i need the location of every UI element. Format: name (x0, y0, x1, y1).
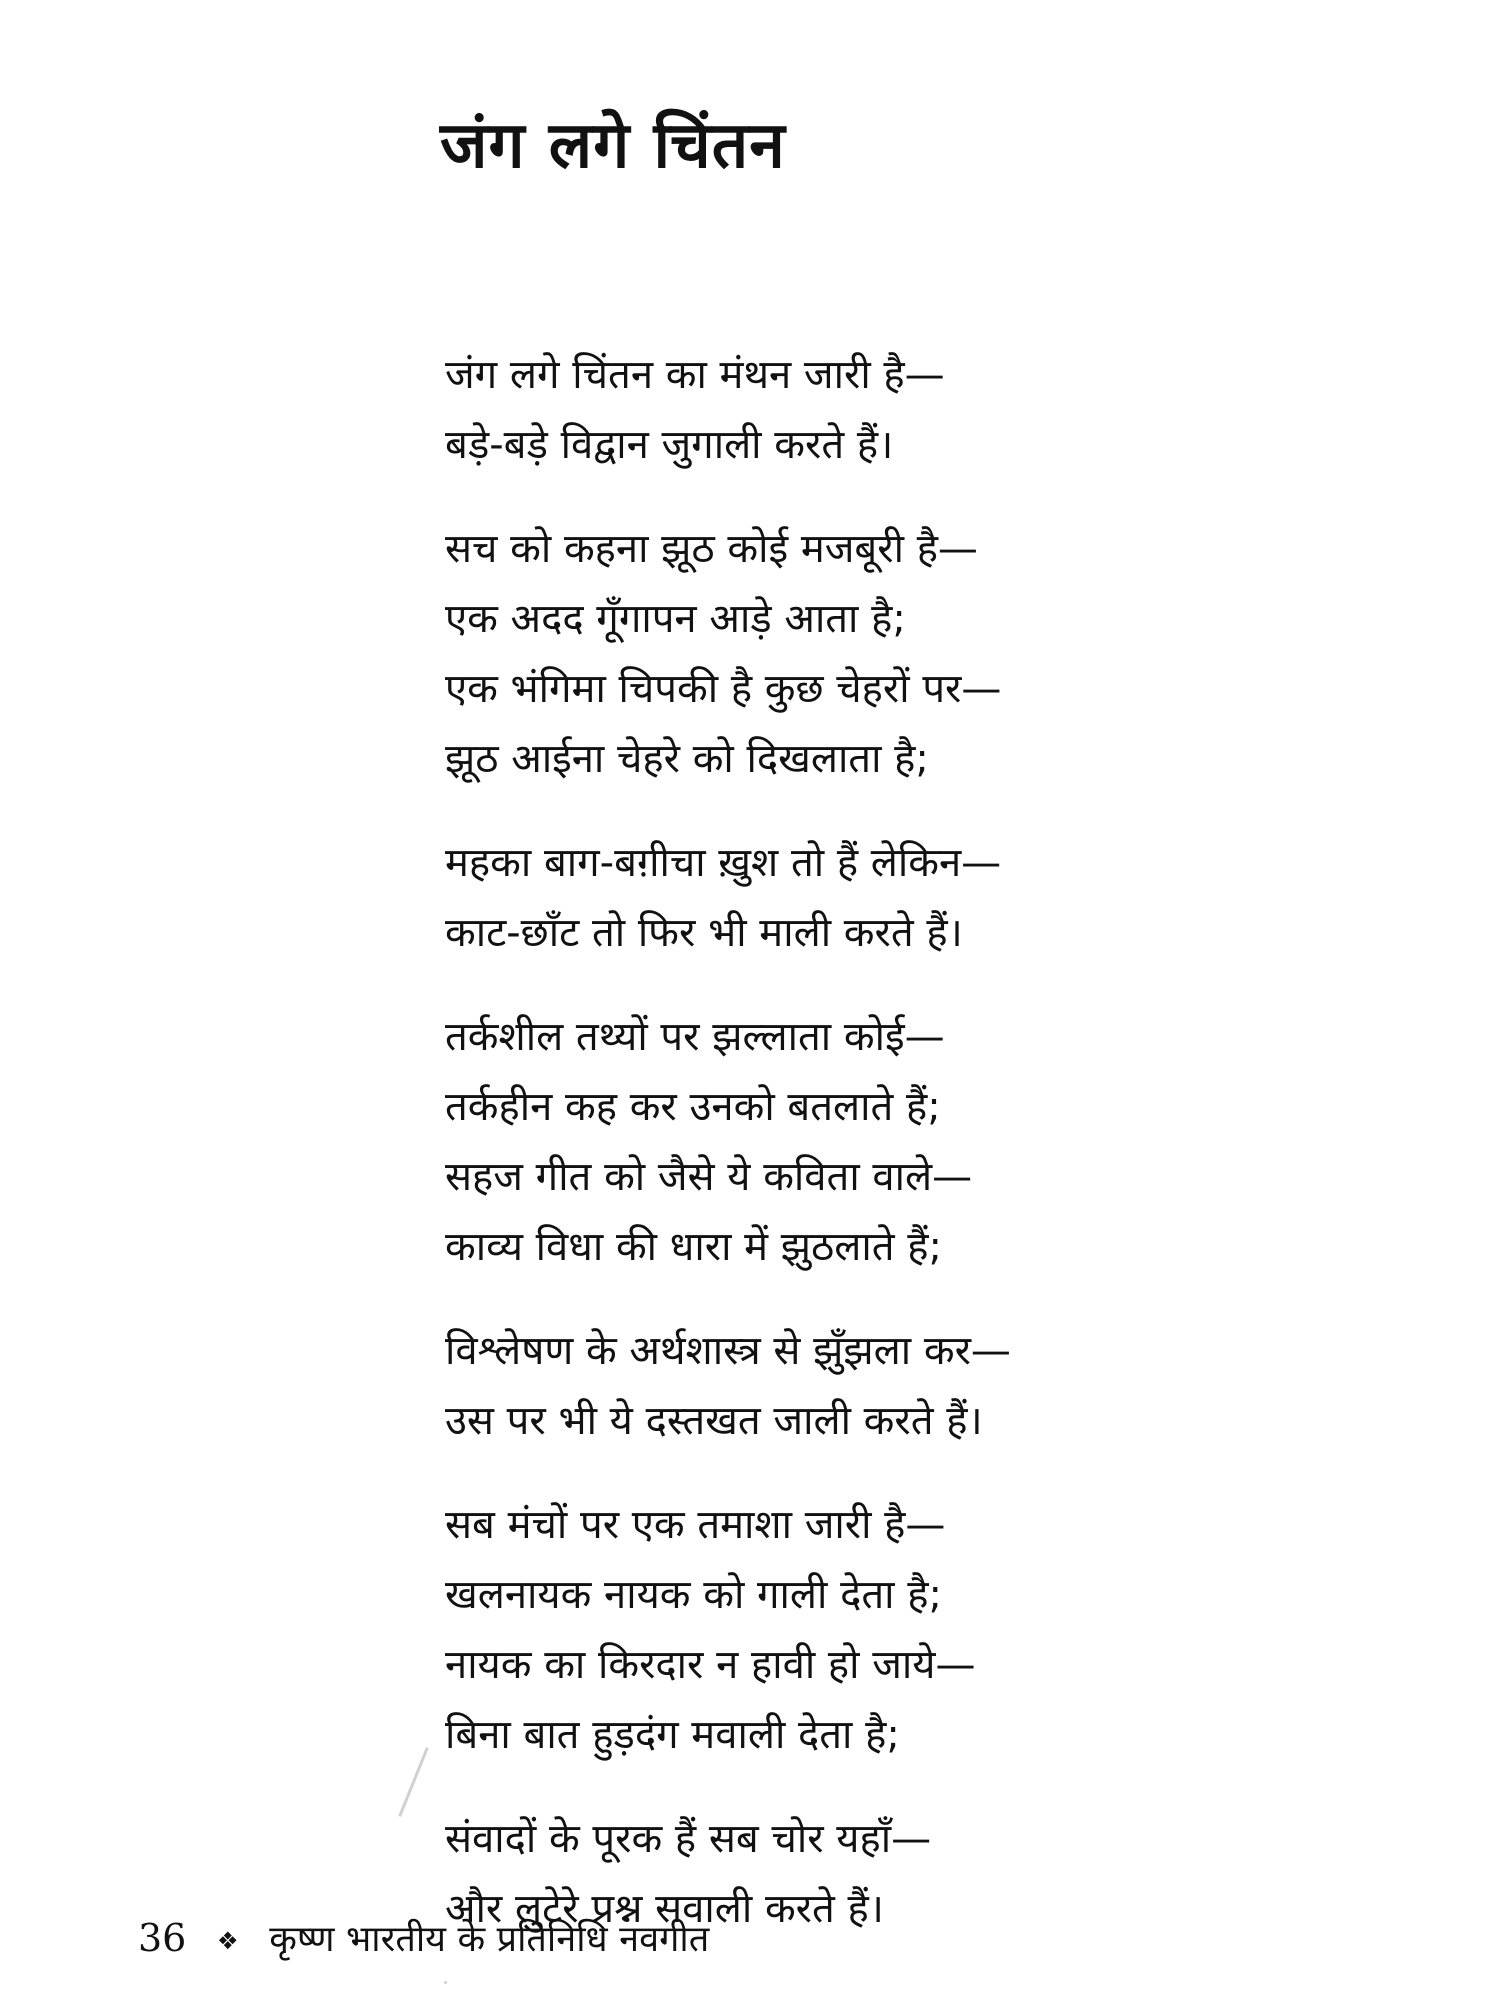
poem-line: काट-छाँट तो फिर भी माली करते हैं। (445, 910, 963, 956)
poem-line: सच को कहना झूठ कोई मजबूरी है— (445, 526, 978, 572)
poem-line: नायक का किरदार न हावी हो जाये— (445, 1642, 976, 1688)
stanza-4 (445, 1002, 1475, 1282)
poem-line: महका बाग-बग़ीचा ख़ुश तो हैं लेकिन— (445, 840, 1002, 886)
stanza-3 (445, 828, 1475, 968)
poem-line: उस पर भी ये दस्तखत जाली करते हैं। (445, 1398, 983, 1444)
poem-line: तर्कहीन कह कर उनको बतलाते हैं; (445, 1084, 941, 1130)
poem-title: जंग लगे चिंतन (440, 109, 786, 183)
poem-line: संवादों के पूरक हैं सब चोर यहाँ— (445, 1816, 932, 1862)
stanza-1 (445, 340, 1475, 480)
poem-line: तर्कशील तथ्यों पर झल्लाता कोई— (445, 1014, 945, 1060)
poem-line: झूठ आईना चेहरे को दिखलाता है; (445, 736, 929, 782)
poem-line: सब मंचों पर एक तमाशा जारी है— (445, 1502, 946, 1548)
stanza-5 (445, 1316, 1475, 1456)
poem-body (445, 340, 1475, 1978)
paper-speck (444, 1981, 447, 1984)
page-footer (138, 1916, 709, 1962)
page-number: 36 (138, 1916, 187, 1960)
poem-line: एक अदद गूँगापन आड़े आता है; (445, 596, 906, 642)
poem-line: खलनायक नायक को गाली देता है; (445, 1572, 942, 1618)
poem-line: विश्लेषण के अर्थशास्त्र से झुँझला कर— (445, 1328, 1011, 1374)
stanza-6 (445, 1490, 1475, 1770)
poem-line: एक भंगिमा चिपकी है कुछ चेहरों पर— (445, 666, 1002, 712)
book-title: कृष्ण भारतीय के प्रतिनिधि नवगीत (269, 1919, 710, 1960)
stanza-2 (445, 514, 1475, 794)
pencil-mark (398, 1747, 429, 1817)
poem-line: और लुटेरे प्रश्न सवाली करते हैं। (445, 1886, 884, 1932)
poem-line: बिना बात हुड़दंग मवाली देता है; (445, 1712, 900, 1758)
poem-line: बड़े-बड़े विद्वान जुगाली करते हैं। (445, 422, 894, 468)
poem-line: काव्य विधा की धारा में झुठलाते हैं; (445, 1224, 942, 1270)
poem-line: सहज गीत को जैसे ये कविता वाले— (445, 1154, 973, 1200)
ornament-icon: ❖ (217, 1926, 239, 1955)
poem-line: जंग लगे चिंतन का मंथन जारी है— (445, 352, 945, 398)
